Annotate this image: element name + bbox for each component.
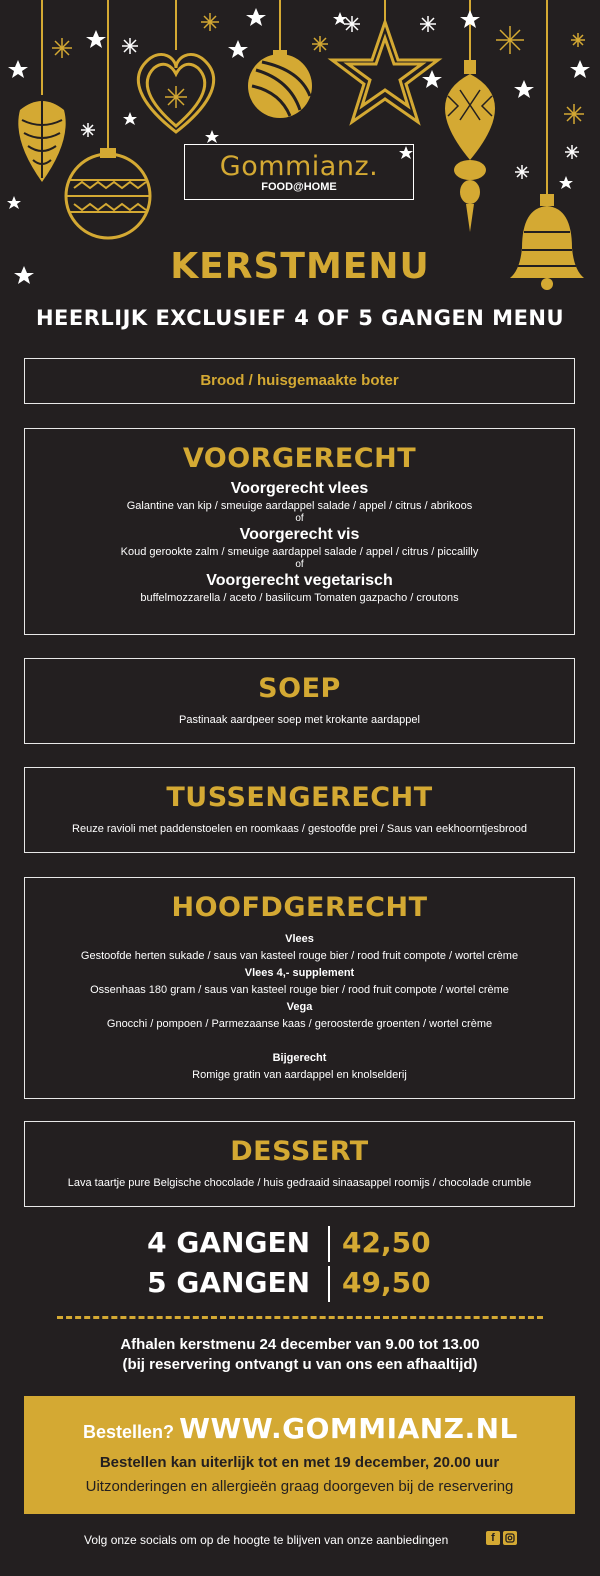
option-title: Voorgerecht vis [239,526,360,543]
or-text: of [295,513,304,524]
option-description: Koud gerookte zalm / smeuige aardappel salade / appel / citrus / piccalilly [120,546,479,558]
option-title: Vlees [285,933,314,945]
hoofdgerecht-section [24,877,575,1099]
website-link[interactable]: WWW.GOMMIANZ.NL [179,1412,518,1445]
gold-snowflakes [52,13,585,124]
star-ornament [332,22,438,122]
option-title: Voorgerecht vegetarisch [206,572,393,589]
price-row-4 [0,1226,600,1266]
pickup-info: Afhalen kerstmenu 24 december van 9.00 tot 13.00 [120,1336,480,1353]
section-description: Pastinaak aardpeer soep met krokante aardappel [179,714,420,726]
finial-ornament [445,60,495,232]
price-label: 4 GANGEN [147,1226,310,1259]
pinecone-ornament [18,100,65,182]
bread-text: Brood / huisgemaakte boter [200,372,399,389]
option-description: Ossenhaas 180 gram / saus van kasteel rouge bier / rood fruit compote / wortel crème [90,984,509,996]
section-title: DESSERT [230,1136,369,1167]
bread-box [24,358,575,404]
price-divider [328,1266,330,1302]
or-text: of [295,559,304,570]
option-title: Bijgerecht [272,1052,327,1064]
menu-subtitle: HEERLIJK EXCLUSIEF 4 OF 5 GANGEN MENU [35,306,565,330]
option-title: Vega [286,1001,313,1013]
swirl-bauble [248,50,312,118]
instagram-icon[interactable] [503,1531,517,1545]
option-title: Vlees 4,- supplement [244,967,355,979]
price-value: 42,50 [342,1226,431,1259]
option-description: buffelmozzarella / aceto / basilicum Tomaten gazpacho / croutons [140,592,459,604]
section-title: HOOFDGERECHT [171,892,428,923]
section-title: TUSSENGERECHT [166,782,433,813]
section-title: VOORGERECHT [182,443,417,474]
section-description: Lava taartje pure Belgische chocolade / huis gedraaid sinaasappel roomijs / chocolade crumble [67,1177,532,1189]
dessert-section [24,1121,575,1207]
allergy-note: Uitzonderingen en allergieën graag doorgeven bij de reservering [85,1478,514,1495]
option-description: Gestoofde herten sukade / saus van kasteel rouge bier / rood fruit compote / wortel crème [80,950,519,962]
option-title: Voorgerecht vlees [230,480,369,497]
option-description: Gnocchi / pompoen / Parmezaanse kaas / geroosterde groenten / wortel crème [106,1018,493,1030]
facebook-icon[interactable]: f [486,1531,500,1545]
tussengerecht-section [24,767,575,853]
dashed-divider [57,1316,543,1319]
price-divider [328,1226,330,1262]
brand-logo [184,144,414,200]
section-title: SOEP [258,673,341,704]
brand-name: Gommianz. [219,151,379,182]
section-description: Reuze ravioli met paddenstoelen en roomkaas / gestoofde prei / Saus van eekhoorntjesbrood [72,823,527,835]
voorgerecht-section [24,428,575,635]
price-row-5 [0,1266,600,1306]
order-headline [83,1412,518,1445]
option-description: Romige gratin van aardappel en knolselderij [192,1069,407,1081]
heart-ornament [138,55,213,132]
price-value: 49,50 [342,1266,431,1299]
patterned-bauble [66,148,150,238]
order-deadline: Bestellen kan uiterlijk tot en met 19 december, 20.00 uur [99,1454,500,1471]
footer-text: Volg onze socials om op de hoogte te blijven van onze aanbiedingen [84,1533,449,1547]
order-question: Bestellen? [83,1422,175,1442]
brand-tagline: FOOD@HOME [261,181,337,193]
soep-section [24,658,575,744]
order-box [24,1396,575,1514]
option-description: Galantine van kip / smeuige aardappel salade / appel / citrus / abrikoos [126,500,473,512]
menu-title: KERSTMENU [170,246,430,287]
price-label: 5 GANGEN [147,1266,310,1299]
pickup-note: (bij reservering ontvangt u van ons een afhaaltijd) [122,1356,478,1373]
